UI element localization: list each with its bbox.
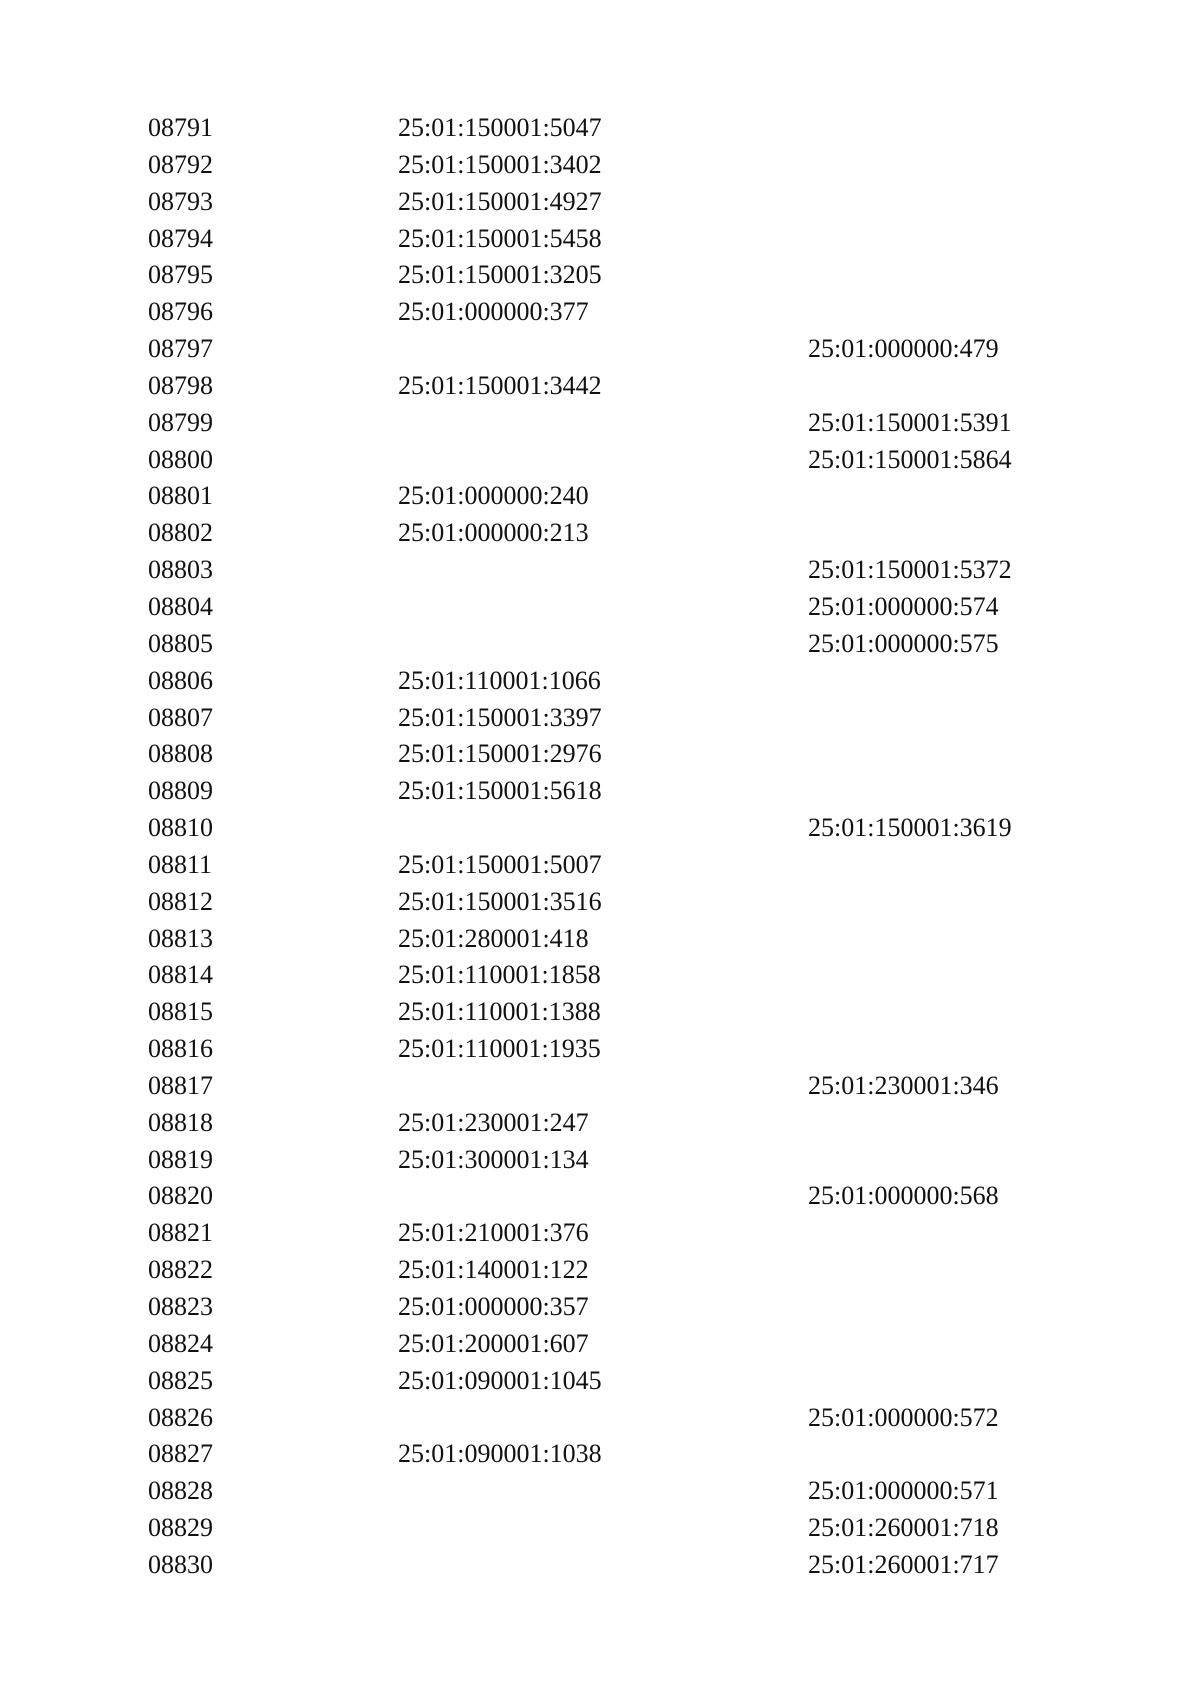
table-row <box>148 515 968 552</box>
cadastral-number-column-b: 25:01:000000:574 <box>808 591 999 621</box>
cadastral-number-column-b: 25:01:150001:3619 <box>808 813 1012 843</box>
cadastral-number-column-b <box>808 515 988 552</box>
cadastral-number-column-a: 25:01:000000:377 <box>398 297 589 327</box>
cadastral-number-column-a: 25:01:000000:357 <box>398 1292 589 1321</box>
cadastral-number-column-a <box>398 1510 578 1547</box>
cadastral-number-column-a: 25:01:110001:1388 <box>398 997 601 1027</box>
row-number: 08803 <box>148 555 213 585</box>
cadastral-number-column-a: 25:01:150001:4927 <box>398 186 602 216</box>
cadastral-number-column-a: 25:01:230001:247 <box>398 1107 589 1137</box>
cadastral-number-column-a: 25:01:150001:2976 <box>398 739 602 769</box>
row-number: 08830 <box>148 1549 213 1579</box>
table-row <box>148 552 1012 589</box>
row-number: 08791 <box>148 113 213 142</box>
table-row <box>148 1215 968 1252</box>
cadastral-number-column-b <box>808 184 988 221</box>
cadastral-number-column-b: 25:01:150001:5391 <box>808 407 1012 437</box>
row-number: 08794 <box>148 223 213 253</box>
cadastral-number-column-b <box>808 1142 988 1179</box>
cadastral-number-column-b <box>808 147 988 184</box>
table-row <box>148 294 968 331</box>
cadastral-number-column-b <box>808 110 988 147</box>
cadastral-number-column-a: 25:01:150001:3397 <box>398 702 602 732</box>
table-row <box>148 331 999 368</box>
cadastral-number-column-b: 25:01:000000:575 <box>808 628 999 658</box>
cadastral-number-column-a <box>398 552 578 589</box>
table-row <box>148 994 968 1031</box>
row-number: 08816 <box>148 1034 213 1064</box>
cadastral-number-column-a: 25:01:210001:376 <box>398 1218 589 1248</box>
cadastral-number-column-b <box>808 221 988 258</box>
row-number: 08828 <box>148 1476 213 1506</box>
table-row <box>148 1289 968 1326</box>
table-row <box>148 257 968 294</box>
cadastral-number-column-a: 25:01:150001:3402 <box>398 149 602 179</box>
cadastral-number-column-b <box>808 994 988 1031</box>
cadastral-number-column-b <box>808 1215 988 1252</box>
cadastral-number-column-a: 25:01:000000:240 <box>398 481 589 511</box>
row-number: 08798 <box>148 370 213 400</box>
table-row <box>148 1252 968 1289</box>
row-number: 08817 <box>148 1070 213 1100</box>
row-number: 08814 <box>148 960 213 990</box>
cadastral-number-column-b <box>808 884 988 921</box>
row-number: 08813 <box>148 923 213 953</box>
cadastral-number-column-a: 25:01:150001:3516 <box>398 886 602 916</box>
cadastral-number-column-a <box>398 589 578 626</box>
cadastral-number-column-a: 25:01:300001:134 <box>398 1144 589 1174</box>
table-row <box>148 147 968 184</box>
cadastral-number-column-a: 25:01:280001:418 <box>398 923 589 953</box>
row-number: 08800 <box>148 444 213 474</box>
table-row <box>148 847 968 884</box>
row-number: 08804 <box>148 591 213 621</box>
cadastral-number-column-b: 25:01:230001:346 <box>808 1070 999 1100</box>
cadastral-number-column-b: 25:01:260001:717 <box>808 1549 999 1579</box>
cadastral-number-column-b <box>808 368 988 405</box>
cadastral-number-column-a <box>398 1068 578 1105</box>
cadastral-number-column-a: 25:01:140001:122 <box>398 1255 589 1285</box>
row-number: 08811 <box>148 849 213 879</box>
cadastral-number-column-b <box>808 736 988 773</box>
table-row <box>148 1436 968 1473</box>
table-row <box>148 736 968 773</box>
table-row <box>148 773 968 810</box>
cadastral-number-column-b <box>808 1436 988 1473</box>
cadastral-number-column-a: 25:01:090001:1045 <box>398 1365 602 1395</box>
cadastral-number-column-a: 25:01:150001:5007 <box>398 849 602 879</box>
table-row <box>148 1400 999 1437</box>
cadastral-number-column-b: 25:01:150001:5372 <box>808 555 1012 585</box>
cadastral-number-column-a: 25:01:150001:5458 <box>398 223 602 253</box>
row-number: 08810 <box>148 813 213 843</box>
row-number: 08825 <box>148 1365 213 1395</box>
cadastral-number-column-b <box>808 257 988 294</box>
cadastral-number-column-a: 25:01:150001:3442 <box>398 370 602 400</box>
row-number: 08795 <box>148 260 213 290</box>
row-number: 08808 <box>148 739 213 769</box>
cadastral-number-column-b <box>808 1031 988 1068</box>
table-row <box>148 110 968 147</box>
cadastral-number-column-a: 25:01:150001:3205 <box>398 260 602 290</box>
cadastral-number-column-a <box>398 1547 578 1584</box>
row-number: 08809 <box>148 776 213 806</box>
table-row <box>148 1068 999 1105</box>
table-row <box>148 1326 968 1363</box>
table-row <box>148 1105 968 1142</box>
table-row <box>148 184 968 221</box>
row-number: 08801 <box>148 481 213 511</box>
cadastral-number-column-a: 25:01:200001:607 <box>398 1328 589 1358</box>
row-number: 08820 <box>148 1181 213 1211</box>
row-number: 08806 <box>148 665 213 695</box>
cadastral-number-column-a: 25:01:150001:5047 <box>398 113 602 142</box>
cadastral-number-column-a <box>398 442 578 479</box>
table-row <box>148 405 1012 442</box>
row-number: 08797 <box>148 334 213 364</box>
cadastral-number-column-b <box>808 294 988 331</box>
table-row <box>148 478 968 515</box>
cadastral-number-column-b <box>808 1363 988 1400</box>
table-row <box>148 221 968 258</box>
row-number: 08807 <box>148 702 213 732</box>
cadastral-number-column-b <box>808 1289 988 1326</box>
table-row <box>148 1363 968 1400</box>
cadastral-number-column-b: 25:01:000000:568 <box>808 1181 999 1211</box>
cadastral-number-column-b <box>808 478 988 515</box>
cadastral-number-column-b <box>808 1252 988 1289</box>
table-row <box>148 957 968 994</box>
row-number: 08805 <box>148 628 213 658</box>
table-row <box>148 1473 999 1510</box>
cadastral-number-column-b <box>808 773 988 810</box>
cadastral-number-column-a <box>398 405 578 442</box>
cadastral-number-column-a: 25:01:150001:5618 <box>398 776 602 806</box>
cadastral-number-column-a: 25:01:090001:1038 <box>398 1439 602 1469</box>
row-number: 08819 <box>148 1144 213 1174</box>
cadastral-number-column-a <box>398 626 578 663</box>
cadastral-number-column-b <box>808 1105 988 1142</box>
cadastral-number-column-a <box>398 1473 578 1510</box>
row-number: 08827 <box>148 1439 213 1469</box>
table-row <box>148 442 1012 479</box>
cadastral-number-column-a: 25:01:110001:1858 <box>398 960 601 990</box>
table-row <box>148 1142 968 1179</box>
row-number: 08824 <box>148 1328 213 1358</box>
cadastral-number-column-b: 25:01:260001:718 <box>808 1513 999 1543</box>
table-row <box>148 921 968 958</box>
cadastral-number-column-a <box>398 1400 578 1437</box>
table-row <box>148 810 1012 847</box>
cadastral-number-column-b: 25:01:000000:571 <box>808 1476 999 1506</box>
row-number: 08802 <box>148 518 213 548</box>
cadastral-number-column-b: 25:01:000000:479 <box>808 334 999 364</box>
table-row <box>148 1031 968 1068</box>
table-row <box>148 368 968 405</box>
table-row <box>148 1510 999 1547</box>
row-number: 08818 <box>148 1107 213 1137</box>
row-number: 08829 <box>148 1513 213 1543</box>
cadastral-number-column-b <box>808 847 988 884</box>
table-row <box>148 1178 999 1215</box>
row-number: 08821 <box>148 1218 213 1248</box>
cadastral-number-column-b <box>808 663 988 700</box>
cadastral-number-column-b <box>808 921 988 958</box>
row-number: 08812 <box>148 886 213 916</box>
row-number: 08792 <box>148 149 213 179</box>
cadastral-number-column-a: 25:01:000000:213 <box>398 518 589 548</box>
cadastral-number-table <box>148 110 1012 1584</box>
row-number: 08799 <box>148 407 213 437</box>
row-number: 08823 <box>148 1292 213 1321</box>
row-number: 08826 <box>148 1402 213 1432</box>
cadastral-number-column-b: 25:01:000000:572 <box>808 1402 999 1432</box>
cadastral-number-column-a <box>398 810 578 847</box>
row-number: 08822 <box>148 1255 213 1285</box>
cadastral-number-column-a: 25:01:110001:1066 <box>398 665 601 695</box>
row-number: 08815 <box>148 997 213 1027</box>
row-number: 08793 <box>148 186 213 216</box>
row-number: 08796 <box>148 297 213 327</box>
cadastral-number-column-a: 25:01:110001:1935 <box>398 1034 601 1064</box>
cadastral-number-column-b: 25:01:150001:5864 <box>808 444 1012 474</box>
table-row <box>148 663 968 700</box>
cadastral-number-column-b <box>808 957 988 994</box>
cadastral-number-column-a <box>398 331 578 368</box>
table-row <box>148 884 968 921</box>
table-row <box>148 589 999 626</box>
cadastral-number-column-a <box>398 1178 578 1215</box>
cadastral-number-column-b <box>808 1326 988 1363</box>
table-row <box>148 700 968 737</box>
table-row <box>148 1547 999 1584</box>
cadastral-number-column-b <box>808 700 988 737</box>
table-row <box>148 626 999 663</box>
